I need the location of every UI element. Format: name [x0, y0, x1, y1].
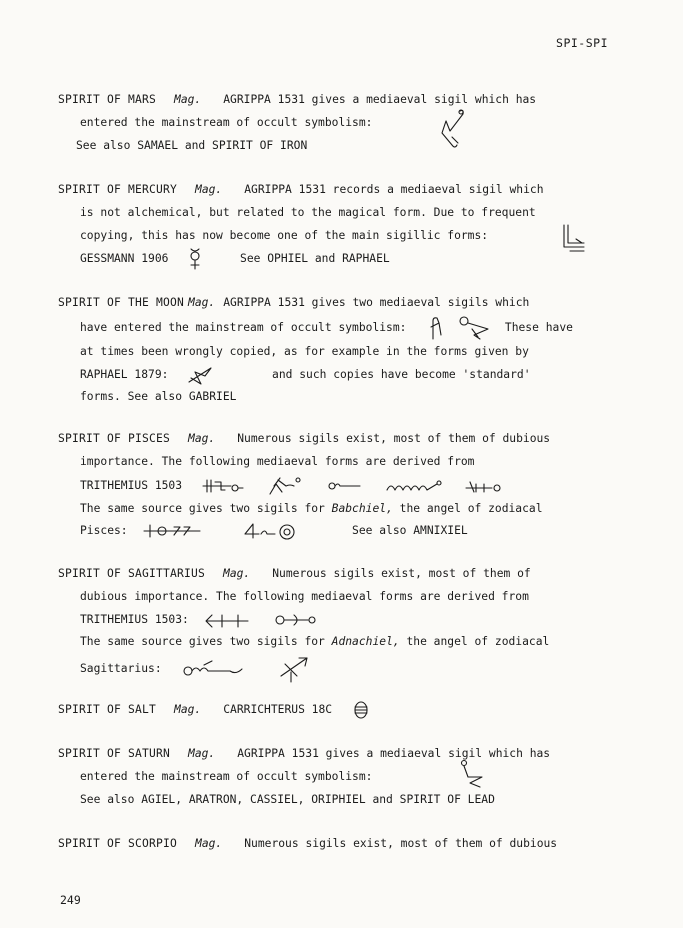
babchiel-sigil-1-icon: [142, 521, 202, 541]
entry-text: The same source gives two sigils for: [80, 501, 332, 515]
entry-text: Numerous sigils exist, most of them of dubious: [244, 837, 558, 850]
headword: SPIRIT OF THE MOON: [58, 296, 185, 309]
entry-text: AGRIPPA 1531 records a mediaeval sigil which: [244, 183, 544, 196]
entry-text: dubious importance. The following mediaeval forms are derived from: [80, 589, 529, 603]
moon-sigil-2-icon: [456, 315, 490, 341]
entry-text: GESSMANN 1906: [80, 252, 169, 266]
domain-tag: Mag.: [195, 837, 223, 850]
domain-tag: Mag.: [188, 747, 216, 760]
running-head: SPI-SPI: [556, 36, 608, 50]
headword: SPIRIT OF PISCES: [58, 432, 171, 445]
entry-text: See also AGIEL, ARATRON, CASSIEL, ORIPHIEL and SPIRIT OF LEAD: [80, 792, 495, 806]
entry-spirit-of-saturn: [58, 743, 628, 811]
entry-text: Numerous sigils exist, most of them of: [272, 567, 531, 580]
pisces-sigil-5-icon: [464, 478, 504, 494]
entry-spirit-of-mars: [58, 89, 628, 157]
entry-text: entered the mainstream of occult symbolism:: [80, 769, 373, 783]
pisces-sigil-3-icon: [324, 478, 364, 494]
entry-text: have entered the mainstream of occult symbolism:: [80, 320, 407, 334]
headword: SPIRIT OF SATURN: [58, 747, 171, 760]
angel-name: Babchiel,: [331, 501, 393, 515]
entry-spirit-of-pisces: [58, 428, 628, 543]
entry-text: TRITHEMIUS 1503: [80, 478, 183, 492]
babchiel-sigil-2-icon: [243, 520, 299, 542]
entry-text: entered the mainstream of occult symbolism:: [80, 115, 373, 129]
entry-text: the angel of zodiacal: [392, 501, 543, 515]
domain-tag: Mag.: [195, 183, 223, 196]
domain-tag: Mag.: [174, 93, 202, 106]
entry-text: AGRIPPA 1531 gives two mediaeval sigils which: [223, 296, 530, 309]
headword: SPIRIT OF SAGITTARIUS: [58, 567, 206, 580]
domain-tag: Mag.: [188, 296, 216, 309]
page-number: 249: [60, 893, 81, 907]
mercury-planet-symbol-icon: [187, 247, 203, 271]
saturn-sigil-icon: [454, 759, 484, 789]
sagittarius-sigil-2-icon: [274, 611, 318, 629]
salt-symbol-icon: [353, 700, 369, 720]
domain-tag: Mag.: [174, 703, 202, 716]
entry-text: importance. The following mediaeval forms are derived from: [80, 454, 475, 468]
entry-spirit-of-salt: [58, 699, 628, 722]
entry-text: forms. See also GABRIEL: [80, 390, 237, 404]
headword: SPIRIT OF MARS: [58, 93, 157, 106]
entry-text: RAPHAEL 1879:: [80, 367, 169, 381]
entry-text: See OPHIEL and RAPHAEL: [240, 252, 390, 266]
entry-spirit-of-sagittarius: [58, 563, 628, 684]
entry-text: See also AMNIXIEL: [352, 524, 468, 538]
pisces-sigil-2-icon: [266, 474, 304, 498]
domain-tag: Mag.: [223, 567, 251, 580]
domain-tag: Mag.: [188, 432, 216, 445]
adnachiel-sigil-2-icon: [277, 654, 311, 684]
angel-name: Adnachiel,: [331, 635, 400, 649]
headword: SPIRIT OF SCORPIO: [58, 837, 178, 850]
entry-text: and such copies have become 'standard': [272, 367, 531, 381]
adnachiel-sigil-1-icon: [182, 657, 246, 681]
entry-text: is not alchemical, but related to the magical form. Due to frequent: [80, 205, 536, 219]
headword: SPIRIT OF MERCURY: [58, 183, 178, 196]
entry-text: the angel of zodiacal: [399, 635, 550, 649]
mercury-sigil-icon: [560, 221, 588, 257]
moon-sigil-1-icon: [427, 315, 445, 341]
entry-spirit-of-the-moon: [58, 292, 628, 409]
entry-spirit-of-scorpio: [58, 833, 628, 856]
entry-text: at times been wrongly copied, as for example in the forms given by: [80, 344, 529, 358]
entry-text: copying, this has now become one of the main sigillic forms:: [80, 228, 489, 242]
pisces-sigil-4-icon: [385, 478, 445, 494]
entry-text: AGRIPPA 1531 gives a mediaeval sigil which has: [237, 747, 551, 760]
entry-text: Numerous sigils exist, most of them of dubious: [237, 432, 551, 445]
entry-text: These have: [504, 320, 573, 334]
entry-text: TRITHEMIUS 1503:: [80, 612, 189, 626]
headword: SPIRIT OF SALT: [58, 703, 157, 716]
entry-text: The same source gives two sigils for: [80, 635, 332, 649]
moon-copy-sigil-icon: [185, 364, 215, 386]
entry-text: See also SAMAEL and SPIRIT OF IRON: [76, 138, 308, 152]
entry-text: AGRIPPA 1531 gives a mediaeval sigil which has: [223, 93, 537, 106]
entry-text: Sagittarius:: [80, 662, 162, 676]
entry-text: Pisces:: [80, 524, 128, 538]
sagittarius-sigil-1-icon: [204, 611, 250, 629]
entry-spirit-of-mercury: [58, 179, 628, 271]
entry-text: CARRICHTERUS 18C: [223, 703, 333, 716]
mars-sigil-icon: [438, 107, 468, 151]
pisces-sigil-1-icon: [201, 476, 245, 496]
